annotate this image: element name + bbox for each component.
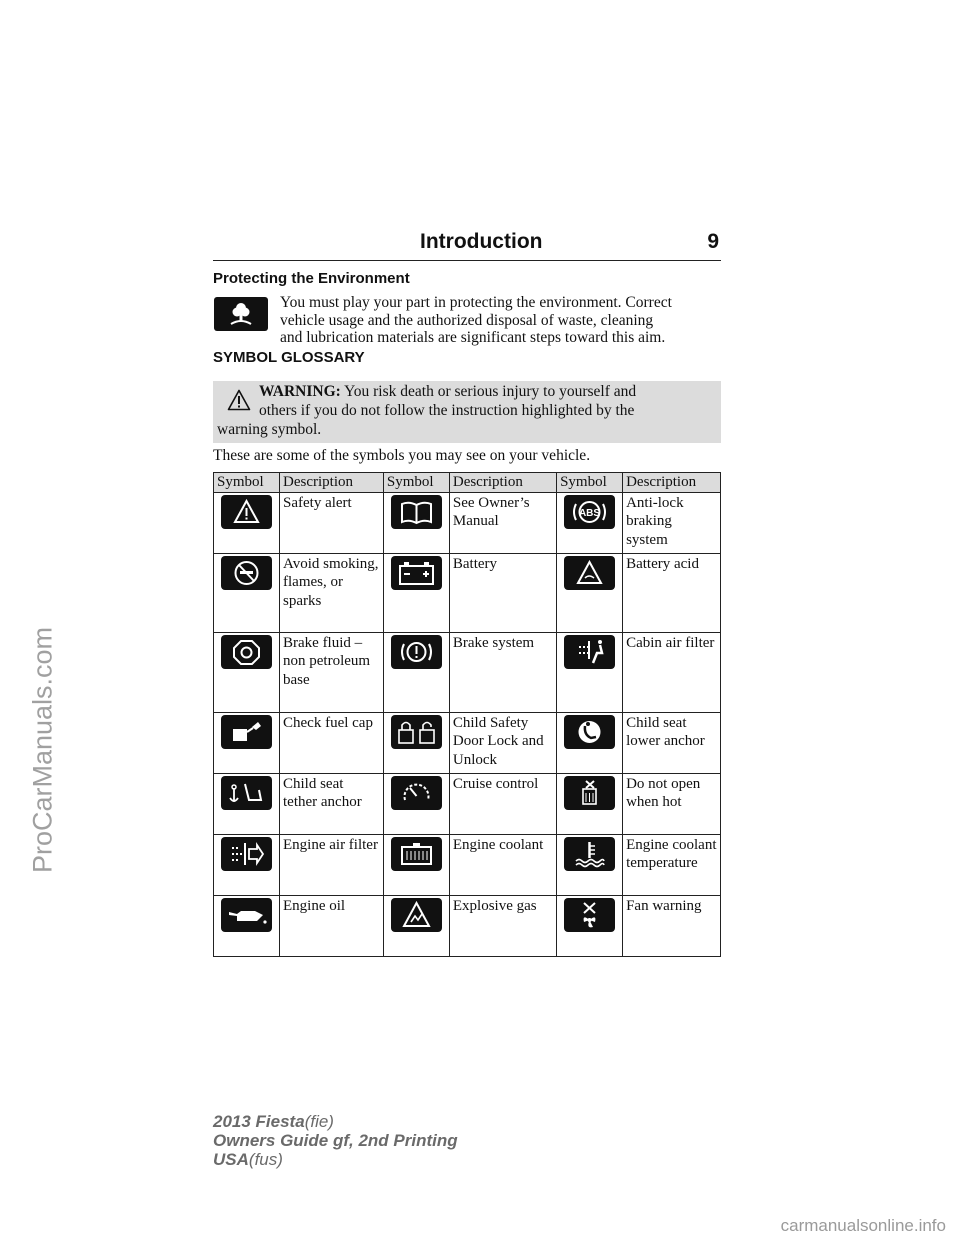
- symbol-cell: [214, 834, 280, 895]
- child-tether-icon: [221, 776, 272, 810]
- description-cell: Check fuel cap: [280, 712, 384, 773]
- description-cell: Cruise control: [449, 773, 556, 834]
- fan-warning-icon: [564, 898, 615, 932]
- symbol-cell: [214, 632, 280, 712]
- table-row: [214, 632, 721, 712]
- footer-model: 2013 Fiesta: [213, 1112, 305, 1131]
- side-watermark: ProCarManuals.com: [27, 626, 58, 874]
- column-header: Description: [280, 473, 384, 493]
- environment-line: You must play your part in protecting the environment. Correct: [280, 294, 672, 311]
- footer-region-code: (fus): [248, 1150, 283, 1169]
- battery-icon: [391, 556, 442, 590]
- symbol-cell: [383, 895, 449, 956]
- description-cell: Avoid smoking, flames, or sparks: [280, 553, 384, 632]
- table-row: [214, 773, 721, 834]
- abs-icon: [564, 495, 615, 529]
- tree-icon: [214, 297, 268, 331]
- description-cell: Child Safety Door Lock and Unlock: [449, 712, 556, 773]
- description-cell: Anti-lock braking system: [623, 492, 721, 553]
- description-cell: Engine coolant temperature: [623, 834, 721, 895]
- table-row: [214, 834, 721, 895]
- explosive-gas-icon: [391, 898, 442, 932]
- warning-line-2: others if you do not follow the instruction highlighted by the: [259, 402, 635, 419]
- cruise-control-icon: [391, 776, 442, 810]
- column-header: Symbol: [383, 473, 449, 493]
- safety-alert-icon: [221, 495, 272, 529]
- footer-line-1: [213, 1112, 458, 1131]
- table-row: [214, 553, 721, 632]
- symbol-cell: [557, 834, 623, 895]
- description-cell: Engine coolant: [449, 834, 556, 895]
- description-cell: Safety alert: [280, 492, 384, 553]
- symbol-cell: [383, 553, 449, 632]
- symbol-cell: [383, 632, 449, 712]
- symbol-cell: [557, 553, 623, 632]
- warning-text: You risk death or serious injury to yourself and: [344, 383, 637, 400]
- description-cell: Explosive gas: [449, 895, 556, 956]
- fuel-cap-icon: [221, 715, 272, 749]
- description-cell: Engine air filter: [280, 834, 384, 895]
- page-title: Introduction: [420, 230, 543, 253]
- description-cell: Child seat tether anchor: [280, 773, 384, 834]
- child-lock-icon: [391, 715, 442, 749]
- column-header: Symbol: [214, 473, 280, 493]
- brake-system-icon: [391, 635, 442, 669]
- footer: [213, 1112, 458, 1169]
- coolant-temperature-icon: [564, 837, 615, 871]
- description-cell: Child seat lower anchor: [623, 712, 721, 773]
- symbol-cell: [214, 712, 280, 773]
- glossary-title: SYMBOL GLOSSARY: [213, 349, 365, 366]
- engine-oil-icon: [221, 898, 272, 932]
- engine-air-filter-icon: [221, 837, 272, 871]
- svg-text:ABS: ABS: [579, 507, 601, 519]
- no-smoking-icon: [221, 556, 272, 590]
- footer-line-2: [213, 1131, 458, 1150]
- do-not-open-hot-icon: [564, 776, 615, 810]
- symbol-cell: [383, 492, 449, 553]
- battery-acid-icon: [564, 556, 615, 590]
- table-row: [214, 895, 721, 956]
- description-cell: See Owner’s Manual: [449, 492, 556, 553]
- owners-manual-icon: [391, 495, 442, 529]
- glossary-intro: These are some of the symbols you may see on your vehicle.: [213, 447, 591, 464]
- description-cell: Brake fluid – non petroleum base: [280, 632, 384, 712]
- description-cell: Brake system: [449, 632, 556, 712]
- symbol-glossary-table: [213, 472, 721, 957]
- symbol-cell: [557, 773, 623, 834]
- symbol-cell: [214, 553, 280, 632]
- description-cell: Fan warning: [623, 895, 721, 956]
- column-header: Symbol: [557, 473, 623, 493]
- column-header: Description: [449, 473, 556, 493]
- table-header-row: [214, 473, 721, 493]
- description-cell: Do not open when hot: [623, 773, 721, 834]
- symbol-cell: [214, 773, 280, 834]
- description-cell: Battery: [449, 553, 556, 632]
- symbol-cell: [383, 773, 449, 834]
- warning-line-3: warning symbol.: [217, 421, 322, 438]
- page-header: [213, 230, 721, 261]
- description-cell: Engine oil: [280, 895, 384, 956]
- description-cell: Cabin air filter: [623, 632, 721, 712]
- symbol-cell: [557, 492, 623, 553]
- warning-label: WARNING:: [259, 383, 341, 400]
- symbol-cell: [383, 834, 449, 895]
- warning-box: [213, 381, 721, 443]
- environment-text: [280, 294, 724, 347]
- footer-model-code: (fie): [304, 1112, 334, 1131]
- symbol-cell: [383, 712, 449, 773]
- engine-coolant-icon: [391, 837, 442, 871]
- symbol-cell: [557, 712, 623, 773]
- environment-line: and lubrication materials are significant steps toward this aim.: [280, 329, 666, 346]
- child-seat-anchor-icon: [564, 715, 615, 749]
- symbol-cell: [557, 895, 623, 956]
- cabin-air-filter-icon: [564, 635, 615, 669]
- environment-line: vehicle usage and the authorized disposal of waste, cleaning: [280, 311, 654, 329]
- table-row: [214, 712, 721, 773]
- warning-line-1: [259, 383, 636, 401]
- footer-guide: Owners Guide gf, 2nd Printing: [213, 1131, 458, 1150]
- footer-region: USA: [213, 1150, 249, 1169]
- brake-fluid-icon: [221, 635, 272, 669]
- footer-line-3: [213, 1150, 458, 1169]
- symbol-cell: [214, 492, 280, 553]
- symbol-cell: [557, 632, 623, 712]
- table-row: [214, 492, 721, 553]
- warning-triangle-icon: [227, 389, 251, 411]
- environment-title: Protecting the Environment: [213, 270, 410, 287]
- symbol-cell: [214, 895, 280, 956]
- description-cell: Battery acid: [623, 553, 721, 632]
- bottom-watermark: carmanualsonline.info: [780, 1216, 946, 1235]
- page-number: 9: [707, 230, 719, 253]
- column-header: Description: [623, 473, 721, 493]
